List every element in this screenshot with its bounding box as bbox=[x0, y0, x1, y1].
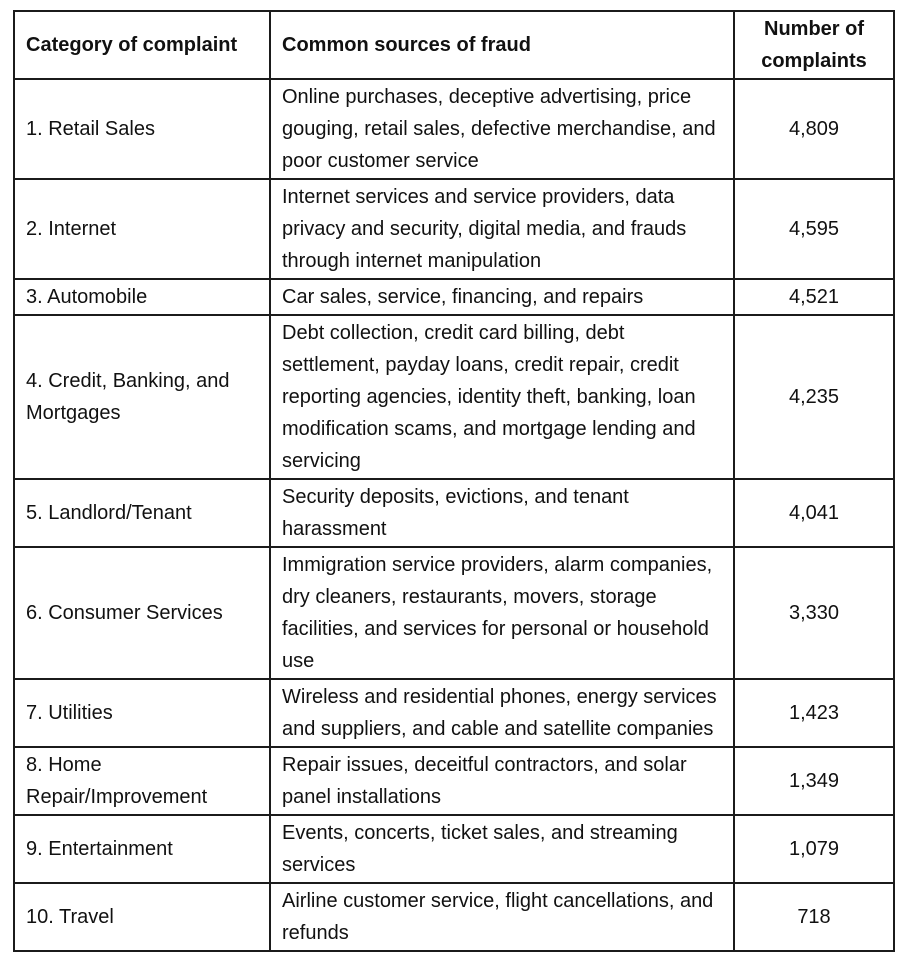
table-row-internet bbox=[14, 179, 894, 279]
cell-count: 1,423 bbox=[734, 679, 894, 747]
cell-category: 2. Internet bbox=[14, 179, 270, 279]
cell-sources: Debt collection, credit card billing, debt settlement, payday loans, credit repair, credit reporting agencies, identity theft, banking, loan modification scams, and mortgage lending and servicing bbox=[270, 315, 734, 479]
cell-sources: Security deposits, evictions, and tenant harassment bbox=[270, 479, 734, 547]
cell-count: 4,521 bbox=[734, 279, 894, 315]
cell-category: 3. Automobile bbox=[14, 279, 270, 315]
cell-category: 7. Utilities bbox=[14, 679, 270, 747]
table-header bbox=[14, 11, 894, 79]
cell-sources: Airline customer service, flight cancellations, and refunds bbox=[270, 883, 734, 951]
header-number-of-complaints: Number of complaints bbox=[734, 11, 894, 79]
cell-sources: Wireless and residential phones, energy services and suppliers, and cable and satellite companies bbox=[270, 679, 734, 747]
cell-count: 718 bbox=[734, 883, 894, 951]
cell-category: 9. Entertainment bbox=[14, 815, 270, 883]
cell-sources: Repair issues, deceitful contractors, and solar panel installations bbox=[270, 747, 734, 815]
complaints-table bbox=[13, 10, 895, 952]
cell-sources: Events, concerts, ticket sales, and streaming services bbox=[270, 815, 734, 883]
cell-count: 4,809 bbox=[734, 79, 894, 179]
cell-sources: Immigration service providers, alarm companies, dry cleaners, restaurants, movers, storage facilities, and services for personal or household use bbox=[270, 547, 734, 679]
table-row-entertainment bbox=[14, 815, 894, 883]
cell-count: 4,235 bbox=[734, 315, 894, 479]
cell-category: 6. Consumer Services bbox=[14, 547, 270, 679]
cell-count: 3,330 bbox=[734, 547, 894, 679]
table-body bbox=[14, 79, 894, 951]
cell-category: 4. Credit, Banking, and Mortgages bbox=[14, 315, 270, 479]
table-row-automobile bbox=[14, 279, 894, 315]
table-row-retail-sales bbox=[14, 79, 894, 179]
header-category-of-complaint: Category of complaint bbox=[14, 11, 270, 79]
header-common-sources-of-fraud: Common sources of fraud bbox=[270, 11, 734, 79]
cell-count: 1,079 bbox=[734, 815, 894, 883]
table-row-credit-banking-mortgages bbox=[14, 315, 894, 479]
cell-sources: Car sales, service, financing, and repairs bbox=[270, 279, 734, 315]
cell-count: 1,349 bbox=[734, 747, 894, 815]
table-row-utilities bbox=[14, 679, 894, 747]
cell-count: 4,595 bbox=[734, 179, 894, 279]
table-row-travel bbox=[14, 883, 894, 951]
table-row-landlord-tenant bbox=[14, 479, 894, 547]
cell-count: 4,041 bbox=[734, 479, 894, 547]
cell-category: 5. Landlord/Tenant bbox=[14, 479, 270, 547]
header-row bbox=[14, 11, 894, 79]
cell-category: 1. Retail Sales bbox=[14, 79, 270, 179]
cell-category: 8. Home Repair/Improvement bbox=[14, 747, 270, 815]
cell-category: 10. Travel bbox=[14, 883, 270, 951]
table-row-home-repair-improvement bbox=[14, 747, 894, 815]
cell-sources: Online purchases, deceptive advertising, price gouging, retail sales, defective merchandise, and poor customer service bbox=[270, 79, 734, 179]
cell-sources: Internet services and service providers, data privacy and security, digital media, and frauds through internet manipulation bbox=[270, 179, 734, 279]
table-row-consumer-services bbox=[14, 547, 894, 679]
